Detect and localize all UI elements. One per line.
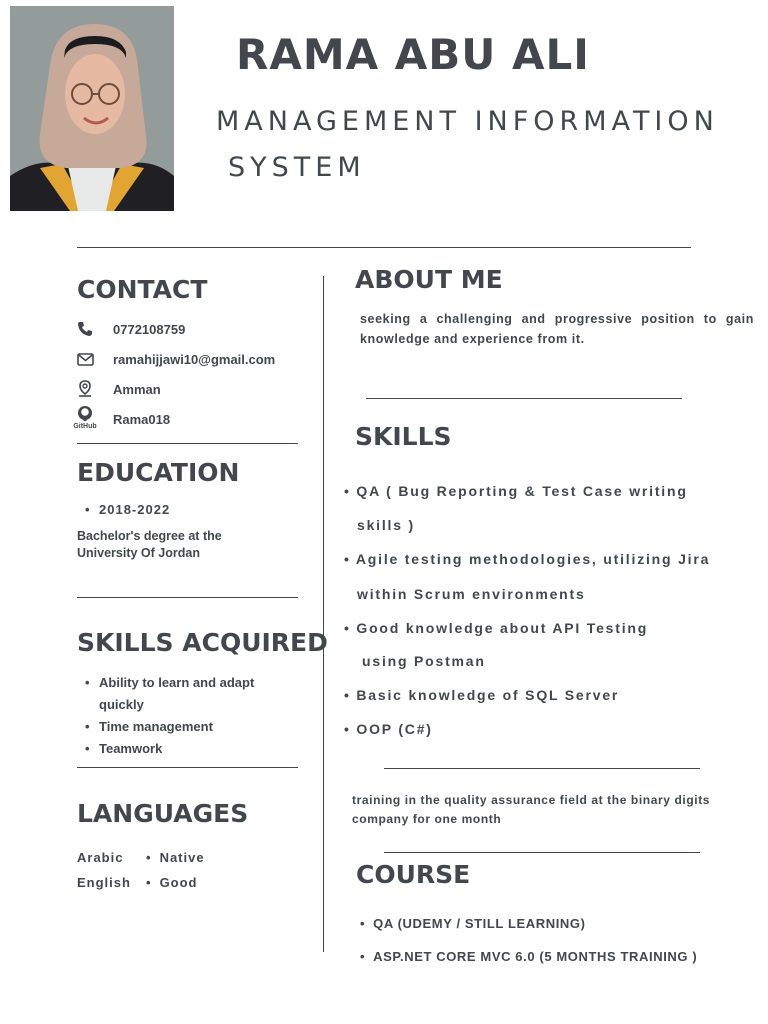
training-text-line-2: company for one month [352, 812, 502, 826]
skill-line: • OOP (C#) [344, 721, 433, 737]
skills-heading: SKILLS [355, 422, 452, 451]
github-icon [71, 405, 99, 431]
job-title-line-1: MANAGEMENT INFORMATION [216, 106, 719, 137]
about-heading: ABOUT ME [355, 265, 503, 294]
location-text: Amman [113, 381, 161, 397]
course-item: • ASP.NET CORE MVC 6.0 (5 MONTHS TRAINING ) [360, 949, 698, 964]
skills-acquired-heading: SKILLS ACQUIRED [77, 628, 328, 657]
language-level-english: • Good [146, 875, 198, 890]
skill-line: • Basic knowledge of SQL Server [344, 687, 620, 703]
skills-acquired-item: • Ability to learn and adapt [85, 675, 255, 690]
job-title-line-2: SYSTEM [228, 152, 366, 183]
mail-icon [76, 350, 94, 368]
profile-photo [10, 6, 174, 211]
location-pin-icon [76, 380, 94, 398]
education-degree-line-2: University Of Jordan [77, 546, 200, 560]
contact-location-row [76, 379, 161, 399]
skills-acquired-item-continued: quickly [99, 697, 144, 712]
skill-line: • Agile testing methodologies, utilizing Jira [344, 551, 711, 567]
training-divider [384, 852, 700, 853]
contact-email-row [76, 349, 275, 369]
contact-heading: CONTACT [77, 275, 208, 304]
github-username: Rama018 [113, 412, 171, 427]
skill-line-continued: using Postman [362, 653, 486, 669]
education-years: • 2018-2022 [77, 502, 170, 517]
training-text-line-1: training in the quality assurance field at the binary digits [352, 793, 711, 807]
github-label: GitHub [73, 423, 97, 430]
education-divider [77, 597, 298, 598]
skills-divider [384, 768, 700, 769]
language-arabic: Arabic [77, 850, 124, 865]
education-heading: EDUCATION [77, 458, 240, 487]
language-english: English [77, 875, 131, 890]
skill-line-continued: skills ) [357, 517, 415, 533]
header-divider [77, 247, 691, 248]
phone-number: 0772108759 [113, 321, 186, 337]
phone-icon [76, 320, 94, 338]
education-years-list [77, 502, 170, 517]
education-degree-line-1: Bachelor's degree at the [77, 529, 222, 543]
email-address: ramahijjawi10@gmail.com [113, 351, 276, 367]
column-divider [323, 276, 324, 952]
languages-heading: LANGUAGES [77, 799, 249, 828]
about-text-line-2: knowledge and experience from it. [360, 332, 585, 346]
candidate-name: RAMA ABU ALI [236, 30, 590, 79]
course-item: • QA (UDEMY / STILL LEARNING) [360, 916, 586, 931]
course-heading: COURSE [356, 860, 471, 889]
skill-line: • Good knowledge about API Testing [344, 620, 649, 636]
skills-acquired-item: • Time management [85, 719, 213, 734]
about-text-line-1: seeking a challenging and progressive position to gain [360, 312, 754, 326]
contact-divider [77, 443, 298, 444]
contact-phone-row [76, 319, 185, 339]
skill-line: • QA ( Bug Reporting & Test Case writing [344, 483, 688, 499]
skills-acquired-divider [77, 767, 298, 768]
skills-acquired-list [77, 672, 307, 760]
language-level-arabic: • Native [146, 850, 205, 865]
skill-line-continued: within Scrum environments [357, 586, 586, 602]
about-divider [366, 398, 682, 399]
skills-acquired-item: • Teamwork [85, 741, 163, 756]
